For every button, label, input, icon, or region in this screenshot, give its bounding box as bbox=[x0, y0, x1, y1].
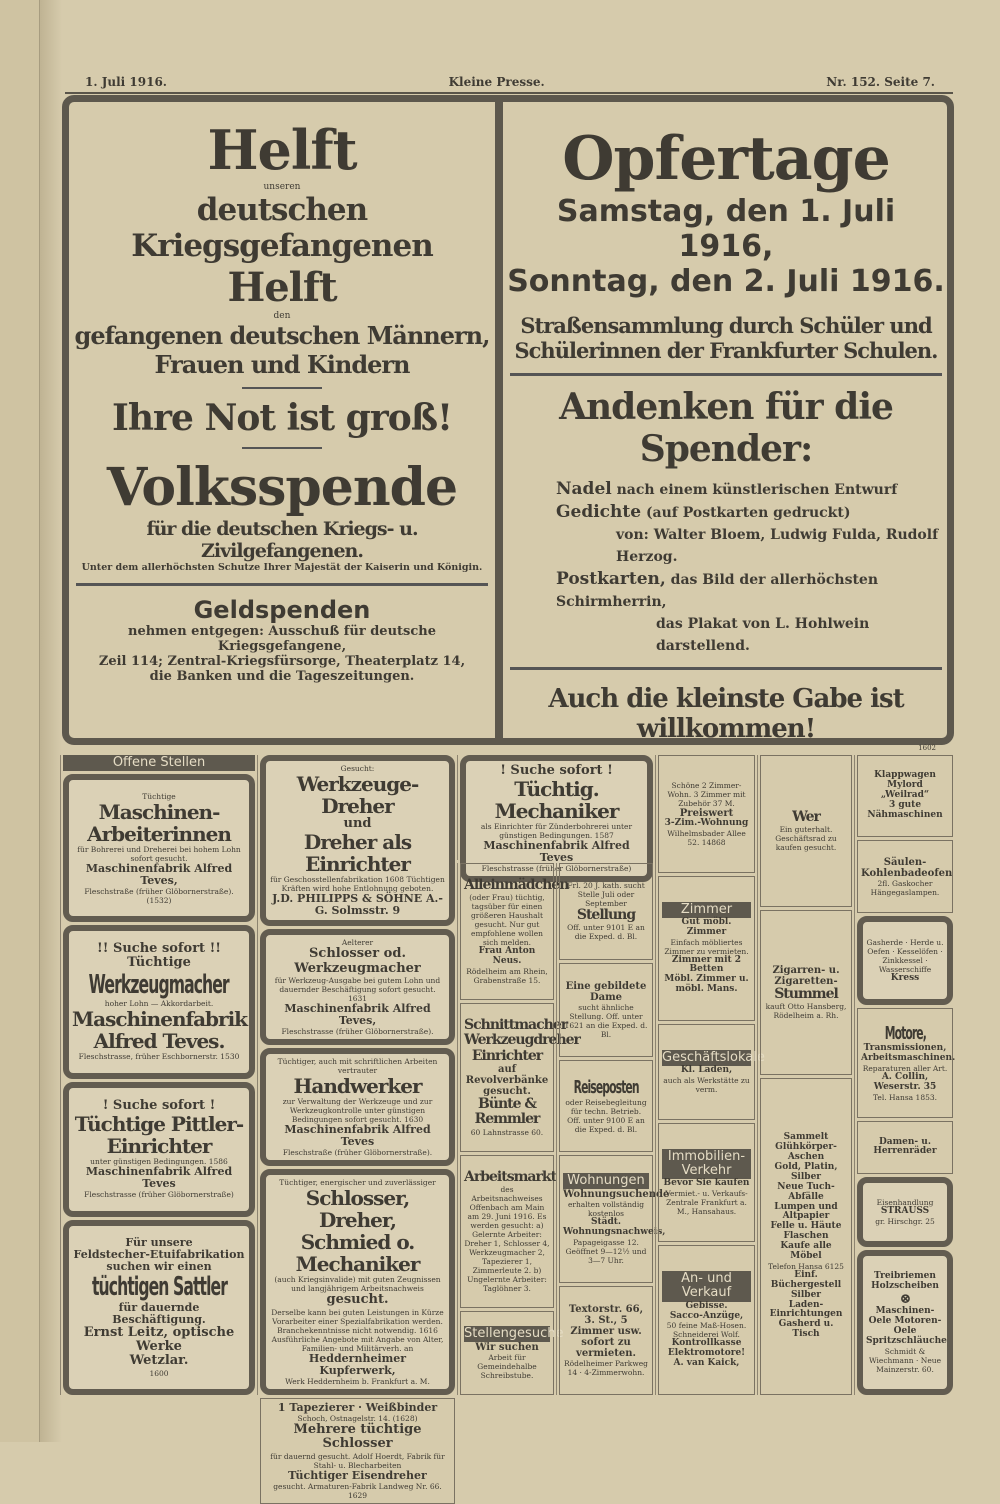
ad-headline: Frauen und Kindern bbox=[154, 350, 410, 379]
ad-line: Fleschstrasse (früher Glöbornerstraße). bbox=[281, 1027, 434, 1037]
ad-line: Wer bbox=[792, 808, 820, 825]
ad-line: A. van Kaick, bbox=[673, 1358, 740, 1369]
ad-line: Sacco-Anzüge, bbox=[669, 1310, 744, 1321]
ad-line: Mylord bbox=[887, 780, 923, 791]
ad-line: 50 feine Maß-Hosen. Schneiderei Wolf. bbox=[666, 1321, 747, 1340]
ad-line: Werkzeuge-Dreher bbox=[296, 772, 419, 818]
ad-date-line: Samstag, den 1. Juli 1916, bbox=[556, 194, 896, 264]
ad-line: Damen- u. Herrenräder bbox=[873, 1136, 937, 1157]
classified-ad bbox=[658, 1024, 765, 1120]
ad-line: Gut möbl. Zimmer bbox=[681, 916, 732, 937]
classified-ad bbox=[559, 1060, 653, 1152]
ad-line: Wohnungsuchende bbox=[563, 1188, 670, 1200]
ad-line: Ein guterhalt. Geschäftsrad zu kaufen gesucht. bbox=[775, 825, 837, 853]
ad-headline: Helft bbox=[227, 264, 337, 311]
ad-line: Alleinmädchen bbox=[464, 876, 569, 893]
ad-line: auf Revolverbänke gesucht. bbox=[465, 1064, 549, 1098]
ad-line: Schlosser, Dreher, bbox=[305, 1186, 410, 1233]
classified-ad bbox=[760, 1078, 852, 1395]
classified-ad bbox=[857, 1008, 956, 1118]
item-text: das Bild der allerhöchsten Schirmherrin, bbox=[556, 572, 879, 610]
ad-line: Frl. 20 J. kath. sucht Stelle Juli oder September bbox=[567, 881, 645, 909]
ad-line: Flaschen bbox=[783, 1231, 829, 1242]
ad-line: Frau Anton Neus. bbox=[478, 946, 536, 967]
item-label: Gedichte bbox=[556, 502, 642, 522]
item-text: (auf Postkarten gedruckt) bbox=[645, 505, 851, 521]
classified-ad bbox=[63, 774, 255, 922]
ad-line: Bevor Sie kaufen bbox=[663, 1178, 750, 1189]
ad-line-wrapper bbox=[72, 971, 246, 1000]
item-label: Postkarten, bbox=[556, 569, 666, 589]
classified-ad bbox=[260, 755, 455, 926]
ad-line: Maschinenfabrik Alfred Teves bbox=[483, 839, 630, 865]
section-heading: Geschäftslokale bbox=[662, 1049, 765, 1065]
ad-line: (auch Kriegsinvalide) mit guten Zeugnissen und langjährigem Arbeitsnachweis bbox=[274, 1275, 441, 1294]
ad-line: Telefon Hansa 6125 bbox=[768, 1261, 844, 1271]
ad-line: sucht ähnliche Stellung. Off. unter 1621 an die Exped. d. Bl. bbox=[564, 1002, 648, 1039]
ad-line: Papageigasse 12. Geöffnet 9—12½ und 3—7 Uhr. bbox=[565, 1237, 647, 1265]
classified-column bbox=[457, 755, 655, 874]
ad-line: Stummel bbox=[774, 986, 838, 1003]
classified-ad bbox=[63, 755, 255, 771]
ad-line-wrapper bbox=[72, 1273, 246, 1302]
classified-ad bbox=[857, 1177, 953, 1248]
ad-title-opfertage: Opfertage bbox=[562, 124, 890, 194]
ad-line: 2fl. Gaskocher Hängegaslampen. bbox=[870, 878, 940, 897]
ad-line-wrapper bbox=[861, 1024, 949, 1044]
classified-ad bbox=[63, 1082, 255, 1217]
ad-line: Maschinenfabrik Alfred Teves bbox=[284, 1123, 431, 1149]
ad-line: für Bohrerei und Dreherei bei hohem Lohn sofort gesucht. bbox=[77, 844, 241, 863]
classified-ad bbox=[857, 840, 953, 913]
ad-line: Schlosser od. Werkzeugmacher bbox=[294, 946, 421, 976]
ad-line: (oder Frau) tüchtig, tagsüber für einen größeren Haushalt gesucht. Nur gut empfohlene wollen sich melden. bbox=[469, 893, 545, 948]
ad-text: Unter dem allerhöchsten Schutze Ihrer Majestät der Kaiserin und Königin. bbox=[81, 562, 483, 573]
ad-line: Silber bbox=[790, 1289, 822, 1300]
ad-line: Maschinenfabrik Alfred Teves, bbox=[85, 861, 233, 887]
ad-line: Motore, bbox=[884, 1023, 926, 1045]
ad-line: Säulen-Kohlenbadeofen bbox=[861, 856, 953, 879]
ad-line: Tüchtiger Eisendreher bbox=[288, 1468, 427, 1482]
ad-line: für Werkzeug-Ausgabe bei gutem Lohn und dauernder Beschäftigung sofort gesucht. 1631 bbox=[274, 976, 441, 1004]
ad-line: Aelterer bbox=[341, 938, 374, 948]
divider bbox=[242, 447, 322, 449]
ad-line: hoher Lohn — Akkordarbeit. bbox=[104, 999, 214, 1009]
ad-line: Schmied o. Mechaniker bbox=[295, 1230, 420, 1277]
ad-title-volksspende: Volksspende bbox=[106, 457, 458, 518]
item-text: nach einem künstlerischen Entwurf bbox=[616, 482, 898, 498]
ad-line: ! Suche sofort ! bbox=[500, 763, 613, 778]
classified-ad bbox=[460, 1003, 580, 1152]
ad-line: Ernst Leitz, optische Werke bbox=[83, 1324, 235, 1355]
ad-line: zur Verwaltung der Werkzeuge und zur Werkzeugkontrolle unter günstigen Bedingungen sofort gesucht. 1630 bbox=[282, 1097, 433, 1125]
ad-line: Werk Heddernheim b. Frankfurt a. M. bbox=[285, 1376, 430, 1386]
classified-ad bbox=[857, 1121, 953, 1174]
ad-line: Tüchtiger, auch mit schriftlichen Arbeiten vertrauter bbox=[277, 1057, 438, 1076]
ad-line: Klappwagen bbox=[874, 770, 936, 781]
ad-line: für Geschosstellenfabrikation 1608 Tüchtigen Kräften wird hohe Entlohnung geboten. bbox=[270, 875, 445, 894]
classified-ad bbox=[460, 1155, 557, 1308]
ad-line: 60 Lahnstrasse 60. bbox=[470, 1127, 544, 1137]
classified-ad bbox=[760, 755, 852, 907]
adjacent-page-edge bbox=[0, 0, 40, 1442]
ad-line: Stellung bbox=[576, 907, 636, 924]
ad-line: Elektromotore! bbox=[667, 1348, 746, 1359]
ad-text: unseren bbox=[263, 182, 301, 192]
ad-text: Zeil 114; Zentral-Kriegsfürsorge, Theaterplatz 14, bbox=[98, 654, 466, 669]
header-paper-name: Kleine Presse. bbox=[448, 75, 545, 89]
classified-ad bbox=[460, 1311, 564, 1395]
ad-line: als Einrichter für Zünderbohrerei unter günstigen Bedingungen. 1587 bbox=[480, 822, 633, 841]
classified-ad bbox=[559, 963, 653, 1057]
ad-line: Tüchtige bbox=[142, 791, 176, 801]
ad-line: unter günstigen Bedingungen. 1586 bbox=[90, 1157, 228, 1167]
ad-line: Transmissionen, Arbeitsmaschinen. bbox=[861, 1043, 956, 1063]
ad-closing-line: Auch die kleinste Gabe ist willkommen! bbox=[548, 684, 904, 744]
ad-line: 1 Tapezierer · Weißbinder bbox=[277, 1400, 438, 1414]
ad-line: Rödelheimer Parkweg 14 · 4-Zimmerwohn. bbox=[564, 1358, 648, 1377]
ad-subtitle: für die deutschen Kriegs- u. Zivilgefangenen. bbox=[146, 518, 418, 562]
ad-line: Wetzlar. bbox=[129, 1353, 189, 1369]
ad-headline: Ihre Not ist groß! bbox=[112, 397, 452, 439]
classified-ad bbox=[559, 863, 653, 960]
ad-line: Feldstecher-Etuifabrikation bbox=[73, 1247, 245, 1261]
ad-line: Maschinen-Arbeiterinnen bbox=[87, 799, 231, 846]
divider bbox=[510, 373, 942, 376]
divider bbox=[242, 387, 322, 389]
ad-text: nehmen entgegen: Ausschuß für deutsche Kriegsgefangene, bbox=[128, 624, 436, 654]
section-heading: Offene Stellen bbox=[63, 755, 255, 771]
ad-line: oder Reisebegleitung für techn. Betrieb. Off. unter 9100 E an die Exped. d. Bl. bbox=[565, 1097, 647, 1134]
classified-ad bbox=[559, 1155, 670, 1283]
ad-line: Kl. Laden, bbox=[680, 1065, 733, 1076]
volksspende-ad bbox=[72, 102, 492, 738]
ad-line: STRAUSS bbox=[880, 1206, 930, 1217]
ad-line: Gebisse. bbox=[685, 1300, 728, 1311]
page-gutter bbox=[40, 0, 62, 1442]
ad-line: Neue Tuch-Abfälle bbox=[777, 1181, 835, 1202]
ad-line: Werkzeugmacher bbox=[88, 969, 230, 1000]
classified-column bbox=[257, 755, 457, 1500]
header-date: 1. Juli 1916. bbox=[85, 75, 167, 89]
ad-line: Schnittmacher Werkzeugdreher Einrichter bbox=[464, 1016, 580, 1064]
ad-line: Sammelt Glühkörper-Aschen bbox=[775, 1132, 837, 1163]
classified-ad bbox=[260, 929, 455, 1045]
ad-line: auch als Werkstätte zu verm. bbox=[663, 1076, 750, 1095]
classified-ad bbox=[658, 755, 755, 873]
classified-ad bbox=[260, 1048, 455, 1166]
opfertage-ad bbox=[506, 102, 946, 752]
ad-line: Tel. Hansa 1853. bbox=[872, 1092, 938, 1102]
ad-line: Für unsere bbox=[125, 1235, 193, 1249]
classified-ad bbox=[658, 1123, 755, 1242]
ad-line: Zimmer mit 2 Betten bbox=[671, 954, 742, 975]
ad-line: Zigarren- u. Zigaretten- bbox=[772, 965, 840, 988]
ad-line: Kontrollkasse bbox=[671, 1338, 742, 1349]
ad-line: Dreher als Einrichter bbox=[303, 830, 412, 877]
ad-line: Mehrere tüchtige Schlosser bbox=[293, 1422, 422, 1452]
ad-line: für dauernd gesucht. Adolf Hoerdt, Fabrik für Stahl- u. Blecharbeiten bbox=[270, 1451, 445, 1470]
ad-text: Schülerinnen der Frankfurter Schulen. bbox=[514, 338, 938, 363]
classified-column bbox=[854, 755, 955, 1395]
ad-line: ! Suche sofort ! bbox=[102, 1097, 216, 1113]
ad-line: 3 gute Nähmaschinen bbox=[867, 800, 943, 820]
ad-line: Reiseposten bbox=[573, 1076, 639, 1098]
section-heading: Wohnungen bbox=[563, 1173, 649, 1189]
classified-ad bbox=[63, 1220, 255, 1395]
ad-line: Arbeit für Gemeindehalbe Schreibstube. bbox=[477, 1353, 537, 1381]
ad-line: Tüchtige Pittler-Einrichter bbox=[74, 1112, 244, 1159]
ad-line: Einf. Büchergestell bbox=[770, 1269, 842, 1290]
ad-line: „Weilrad“ bbox=[880, 790, 930, 801]
classified-column bbox=[655, 755, 765, 1395]
ad-line: J.D. PHILIPPS & SÖHNE A.-G. Solmsstr. 9 bbox=[272, 892, 443, 918]
ad-line: Fleschstraße (früher Glöbornerstraße). bbox=[282, 1148, 433, 1158]
ad-line: Fleschstrasse, früher Eschbornerstr. 1530 bbox=[78, 1052, 240, 1062]
ad-line: Schoch, Ostnagelstr. 14. (1628) bbox=[297, 1414, 418, 1424]
ad-line: Off. unter 9101 E an die Exped. d. Bl. bbox=[567, 923, 645, 942]
ad-headline: gefangenen deutschen Männern, bbox=[74, 321, 490, 350]
ad-text: Straßensammlung durch Schüler und bbox=[520, 313, 932, 338]
item-text: das Plakat von L. Hohlwein darstellend. bbox=[656, 616, 870, 654]
ad-line: gesucht. bbox=[326, 1292, 389, 1308]
ad-line: Gasherd u. Tisch bbox=[778, 1319, 834, 1340]
section-heading: Immobilien-Verkehr bbox=[662, 1149, 751, 1180]
ad-line: Eisenhandlung bbox=[876, 1198, 934, 1208]
ad-line: Lumpen und Altpapier bbox=[774, 1201, 838, 1222]
ad-line: Gasherde · Herde u. Oefen · Kesselöfen · Zinkkessel · Wasserschiffe bbox=[866, 937, 944, 974]
classified-column bbox=[556, 863, 670, 1395]
classified-column bbox=[60, 755, 257, 1395]
ad-line: Textorstr. 66, 3. St., 5 Zimmer usw. sofort zu vermieten. bbox=[568, 1303, 644, 1359]
classified-ad bbox=[857, 755, 953, 837]
page-header bbox=[85, 75, 935, 89]
item-text: von: Walter Bloem, Ludwig Fulda, Rudolf Herzog. bbox=[616, 527, 939, 565]
ad-line: Heddernheimer Kupferwerk, bbox=[308, 1351, 407, 1377]
ad-line: Vermiet.- u. Verkaufs-Zentrale Frankfurt a. M., Hansahaus. bbox=[665, 1189, 748, 1217]
ad-line: Bünte & Remmler bbox=[474, 1096, 540, 1128]
classified-ad bbox=[658, 1245, 755, 1395]
ad-line: gr. Hirschgr. 25 bbox=[875, 1217, 935, 1227]
ad-line: und bbox=[343, 816, 372, 831]
section-heading: Zimmer bbox=[662, 902, 751, 918]
ad-title-geldspenden: Geldspenden bbox=[193, 596, 371, 624]
ad-line: Kaufe alle Möbel bbox=[780, 1241, 832, 1261]
ad-line: Wir suchen bbox=[475, 1342, 539, 1354]
ad-line: Städt. Wohnungsnachweis, bbox=[563, 1216, 666, 1237]
header-rule bbox=[65, 92, 953, 94]
ad-line: des Arbeitsnachweises Offenbach am Main am 29. Juni 1916. Es werden gesucht: a) Gelernte Arbeiter: Dreher 1, Schlosser 4, Werkzeugmacher 2, Tapezierer 1, Zimmerleute 2. b) Ungelernte Arbeiter: Taglöhner 3. bbox=[464, 1185, 550, 1293]
ad-line: Arbeitsmarkt bbox=[464, 1168, 557, 1185]
ad-line: Laden-Einrichtungen bbox=[769, 1299, 843, 1320]
ad-line: kauft Otto Hansberg, Rödelheim a. Rh. bbox=[765, 1002, 847, 1021]
ad-line: ⊗ bbox=[899, 1290, 911, 1307]
top-ad-divider bbox=[495, 95, 503, 745]
classified-ad bbox=[559, 1286, 653, 1395]
ad-line: 3-Zim.-Wohnung bbox=[664, 817, 749, 828]
ad-line: tüchtigen Sattler bbox=[91, 1272, 227, 1303]
ad-headline: deutschen Kriegsgefangenen bbox=[131, 192, 433, 264]
ad-line: Reparaturen aller Art. bbox=[862, 1063, 948, 1073]
section-heading: An- und Verkauf bbox=[662, 1271, 751, 1302]
ad-title-helft: Helft bbox=[207, 118, 357, 182]
header-issue: Nr. 152. Seite 7. bbox=[826, 75, 935, 89]
ad-line: Schmidt & Wiechmann · Neue Mainzerstr. 60. bbox=[868, 1346, 942, 1374]
ad-line: Fleschstraße (früher Glöbornerstraße). (1532) bbox=[84, 886, 234, 905]
section-heading: Stellengesuche bbox=[464, 1325, 564, 1341]
ad-line: Eine gebildete Dame bbox=[565, 980, 647, 1003]
ad-line: Maschinenfabrik Alfred Teves. bbox=[72, 1007, 248, 1054]
ad-line: für dauernde Beschäftigung. bbox=[112, 1300, 206, 1326]
ad-line: Handwerker bbox=[293, 1074, 422, 1099]
ad-line: Felle u. Häute bbox=[770, 1221, 842, 1232]
ad-line: Tüchtig. Mechaniker bbox=[494, 777, 619, 824]
ad-line: Tüchtige bbox=[127, 955, 191, 971]
ad-line: Schöne 2 Zimmer-Wohn. 3 Zimmer mit Zubehör 37 M. bbox=[667, 780, 746, 808]
ad-line: Maschinenfabrik Alfred Teves bbox=[85, 1165, 233, 1191]
ad-line: 1600 bbox=[149, 1368, 169, 1378]
ad-date-line: Sonntag, den 2. Juli 1916. bbox=[507, 264, 945, 299]
classified-ad bbox=[857, 1250, 953, 1395]
classified-column bbox=[757, 755, 854, 1395]
ad-headline: Andenken für die Spender: bbox=[559, 386, 893, 470]
ad-code: 1602 bbox=[918, 744, 936, 752]
ad-line: Einfach möbliertes Zimmer zu vermieten. bbox=[664, 937, 749, 956]
ad-line: Fleschstrasse (früher Glöbornerstraße) bbox=[84, 1190, 234, 1200]
divider bbox=[76, 583, 488, 586]
ad-line-wrapper bbox=[563, 1078, 649, 1098]
ad-text: den bbox=[273, 311, 291, 321]
ad-line: Tüchtiger, energischer und zuverlässiger bbox=[279, 1178, 436, 1188]
ad-line: Wilhelmsbader Allee 52. 14868 bbox=[667, 828, 746, 847]
ad-line: Maschinen-Oele Motoren-Oele Spritzschläuche bbox=[866, 1306, 947, 1346]
ad-line: suchen wir einen bbox=[106, 1259, 212, 1273]
ad-line: Maschinenfabrik Alfred Teves, bbox=[284, 1002, 431, 1028]
ad-text: die Banken und die Tageszeitungen. bbox=[149, 669, 415, 684]
classified-ad bbox=[658, 876, 755, 1021]
ad-line: Fleschstrasse (früher Glöbornerstraße) bbox=[481, 864, 632, 874]
ad-line: Gold, Platin, Silber bbox=[774, 1161, 838, 1182]
ad-line: Treibriemen Holzscheiben bbox=[871, 1270, 939, 1291]
classified-ad bbox=[260, 1398, 455, 1504]
classified-ad bbox=[260, 1169, 455, 1394]
ad-line: Möbl. Zimmer u. möbl. Mans. bbox=[664, 974, 749, 995]
ad-line: Kress bbox=[890, 972, 920, 983]
ad-line: Gesucht: bbox=[340, 764, 375, 773]
ad-line: A. Collin, Weserstr. 35 bbox=[873, 1071, 937, 1092]
ad-line: Derselbe kann bei guten Leistungen in Kürze Vorarbeiter einer Spezialfabrikation werden. Branchekenntnisse nicht notwendig. 1616 Ausführliche Angebote mit Angabe von Alter, Familien- und Militärverh. an bbox=[271, 1307, 444, 1353]
classified-ad bbox=[63, 925, 255, 1079]
classified-ad bbox=[760, 910, 852, 1075]
divider bbox=[510, 667, 942, 670]
ad-line: !! Suche sofort !! bbox=[97, 941, 221, 957]
souvenir-list bbox=[506, 478, 946, 657]
ad-line: erhalten vollständig kostenlos bbox=[567, 1199, 645, 1218]
ad-line: Preiswert bbox=[679, 807, 734, 819]
item-label: Nadel bbox=[556, 479, 612, 499]
ad-line: Rödelheim am Rhein, Grabenstraße 15. bbox=[466, 967, 548, 986]
classified-ad bbox=[857, 916, 953, 1005]
ad-line: gesucht. Armaturen-Fabrik Landweg Nr. 66. 1629 bbox=[273, 1481, 442, 1500]
